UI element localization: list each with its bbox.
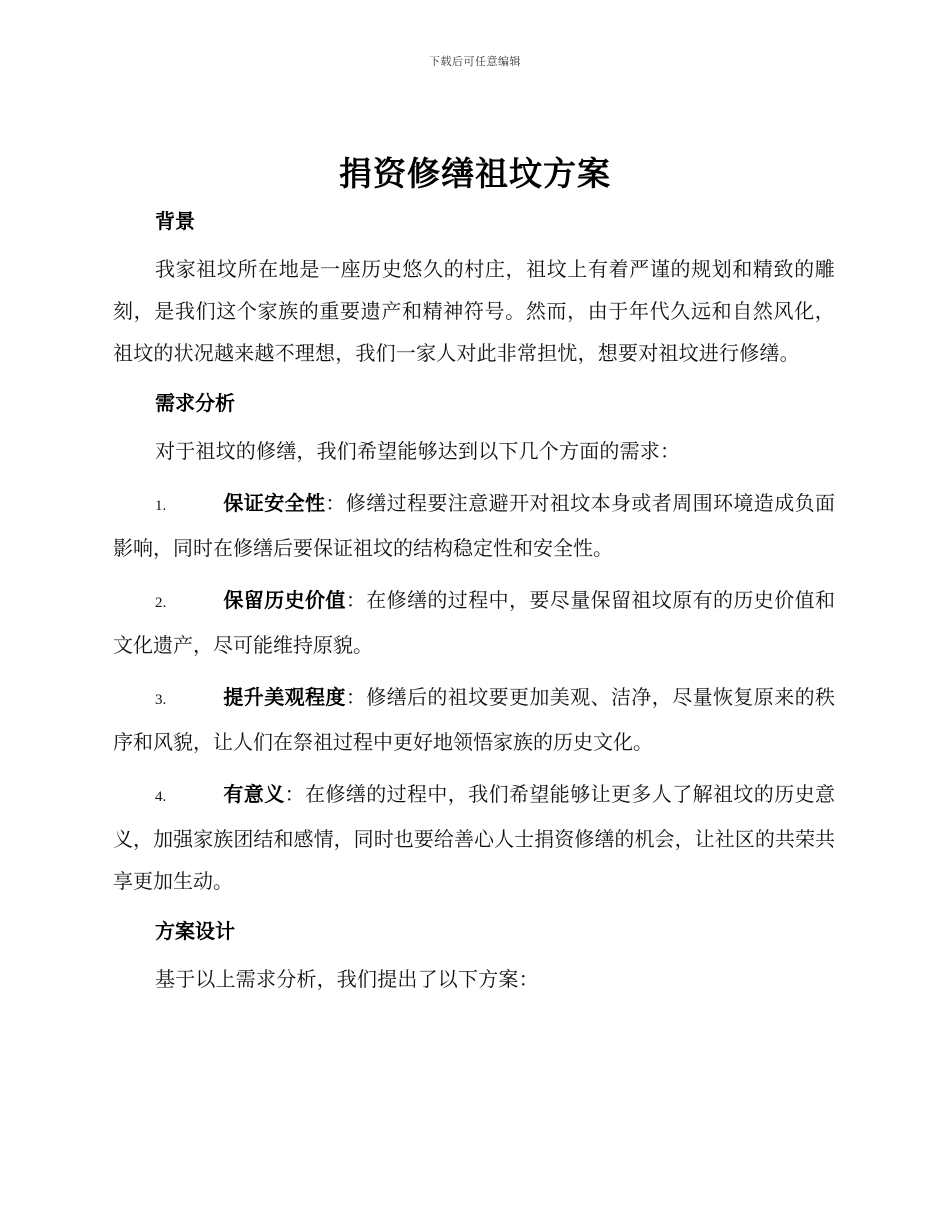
document-body [113, 204, 835, 1000]
list-item-text: ：修缮后的祖坟要更加美观、洁净，尽量恢复原来的秩序和风貌，让人们在祭祖过程中更好地领悟家族的历史文化。 [113, 685, 836, 754]
section-heading-needs: 需求分析 [155, 391, 235, 415]
section-heading-background: 背景 [155, 209, 195, 233]
list-item-term: 有意义 [223, 782, 285, 806]
list-item-text: ：修缮过程要注意避开对祖坟本身或者周围环境造成负面影响，同时在修缮后要保证祖坟的结构稳定性和安全性。 [113, 491, 836, 560]
list-item-number: 3. [155, 692, 167, 708]
list-item-number: 1. [155, 498, 167, 514]
list-item [113, 773, 835, 902]
list-item [113, 676, 835, 763]
list-item-text: ：在修缮的过程中，我们希望能够让更多人了解祖坟的历史意义，加强家族团结和感情，同时也要给善心人士捐资修缮的机会，让社区的共荣共享更加生动。 [113, 782, 836, 893]
list-item-term: 保证安全性 [223, 491, 326, 515]
section-heading-design: 方案设计 [155, 919, 235, 943]
list-item-text: ：在修缮的过程中，要尽量保留祖坟原有的历史价值和文化遗产，尽可能维持原貌。 [113, 588, 836, 657]
document-title: 捐资修缮祖坟方案 [339, 154, 611, 193]
needs-intro-paragraph: 对于祖坟的修缮，我们希望能够达到以下几个方面的需求： [155, 439, 681, 463]
list-item [113, 579, 835, 666]
background-paragraph: 我家祖坟所在地是一座历史悠久的村庄，祖坟上有着严谨的规划和精致的雕刻，是我们这个家族的重要遗产和精神符号。然而，由于年代久远和自然风化，祖坟的状况越来越不理想，我们一家人对此非常担忧，想要对祖坟进行修缮。 [113, 257, 835, 365]
header-note: 下载后可任意编辑 [429, 55, 521, 68]
list-item-term: 保留历史价值 [223, 588, 346, 612]
list-item-number: 4. [155, 789, 167, 805]
design-intro-paragraph: 基于以上需求分析，我们提出了以下方案： [155, 967, 539, 991]
list-item-term: 提升美观程度 [223, 685, 346, 709]
list-item-number: 2. [155, 595, 167, 611]
list-item [113, 482, 835, 569]
